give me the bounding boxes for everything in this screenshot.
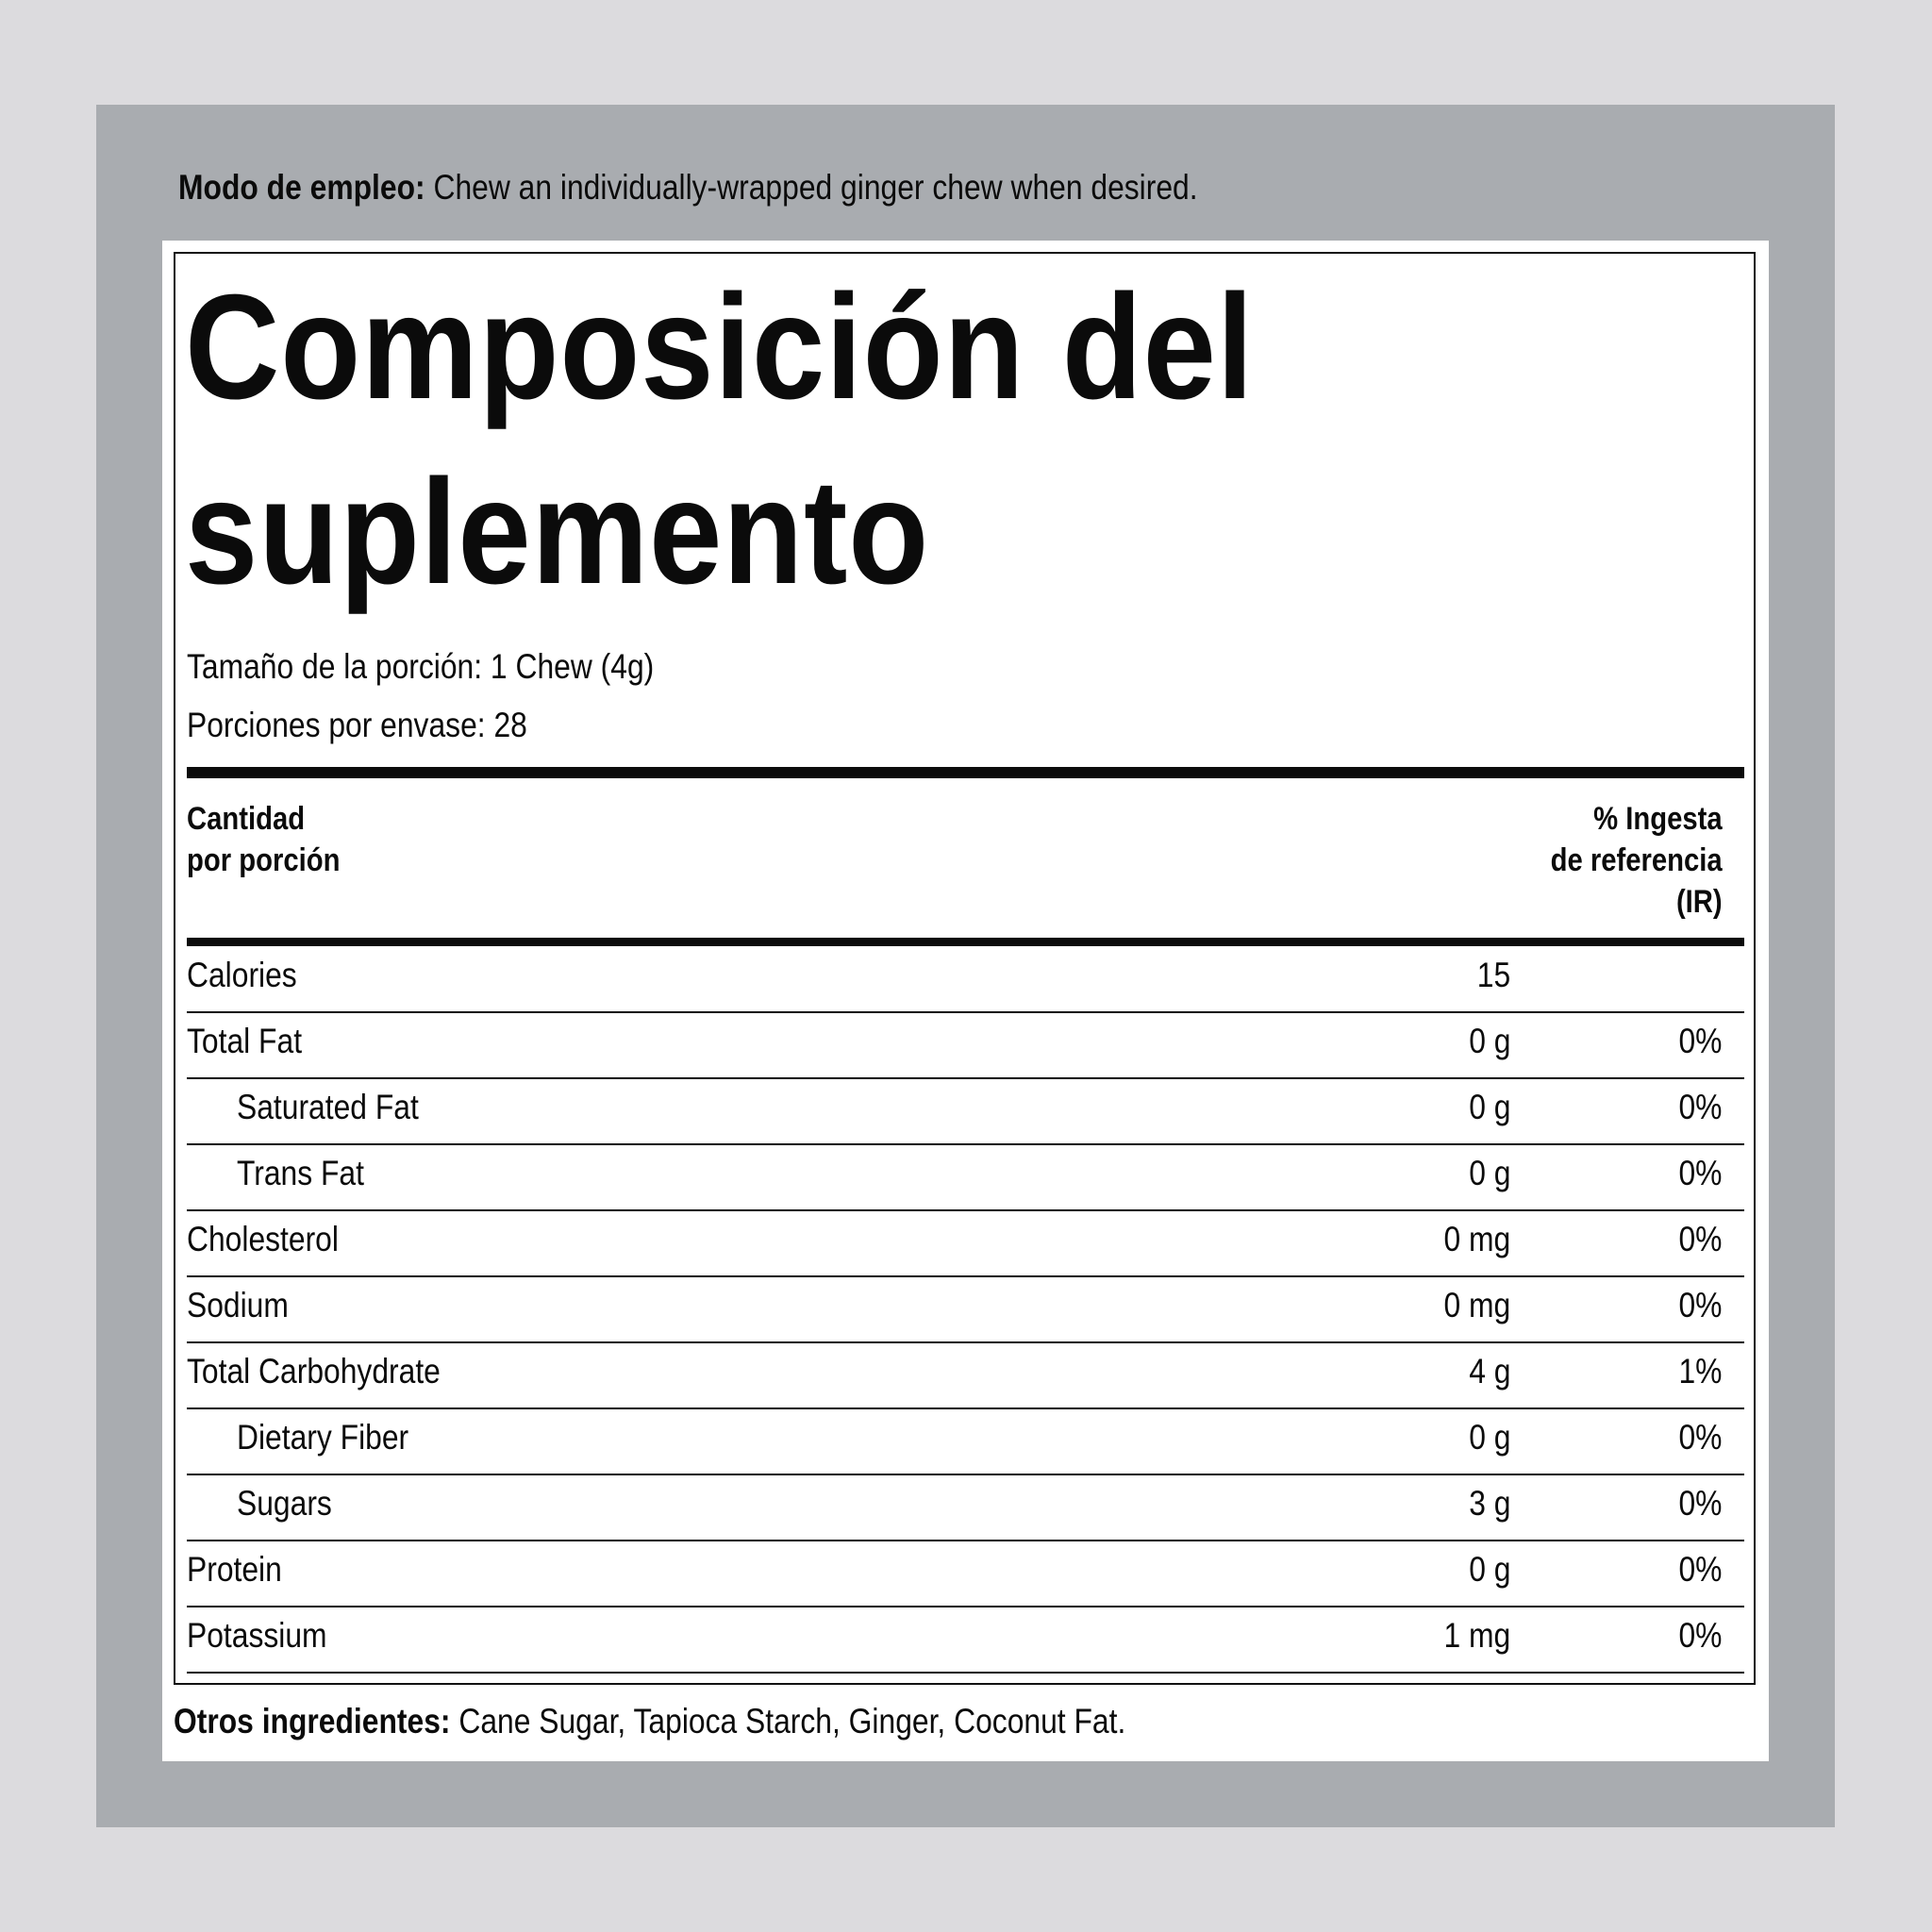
other-ingredients <box>174 1702 1125 1741</box>
header-left-line-2: por porción <box>187 842 341 878</box>
nutrient-percent: 0% <box>1678 1550 1722 1589</box>
nutrient-percent: 0% <box>1678 1220 1722 1258</box>
table-row <box>187 1079 1744 1145</box>
directions <box>178 168 1198 208</box>
table-row <box>187 1607 1744 1674</box>
nutrient-name: Sugars <box>237 1484 332 1523</box>
table-row <box>187 1343 1744 1409</box>
nutrient-name: Total Fat <box>187 1022 303 1060</box>
table-row <box>187 947 1744 1013</box>
table-row <box>187 1211 1744 1277</box>
nutrient-percent: 1% <box>1678 1352 1722 1391</box>
nutrient-table <box>187 947 1744 1674</box>
nutrient-name: Calories <box>187 956 297 994</box>
table-row <box>187 1475 1744 1541</box>
nutrient-amount: 0 g <box>1468 1088 1510 1126</box>
title-line-1: Composición del <box>185 264 1255 430</box>
table-row <box>187 1145 1744 1211</box>
header-right-line-2: de referencia <box>1550 842 1723 878</box>
other-ingredients-label: Otros ingredientes: <box>174 1702 451 1740</box>
nutrient-amount: 0 g <box>1468 1022 1510 1060</box>
nutrient-name: Sodium <box>187 1286 289 1324</box>
other-ingredients-text: Cane Sugar, Tapioca Starch, Ginger, Coconut Fat. <box>450 1702 1126 1740</box>
nutrient-amount: 15 <box>1476 956 1510 994</box>
amount-per-serving-header <box>187 798 340 881</box>
nutrient-percent: 0% <box>1678 1286 1722 1324</box>
title-line-2: suplemento <box>185 449 930 615</box>
nutrient-percent: 0% <box>1678 1418 1722 1457</box>
nutrient-amount: 0 g <box>1468 1154 1510 1192</box>
nutrient-amount: 0 g <box>1468 1550 1510 1589</box>
nutrient-percent: 0% <box>1678 1154 1722 1192</box>
nutrient-name: Cholesterol <box>187 1220 339 1258</box>
table-row <box>187 1013 1744 1079</box>
thick-divider-top <box>187 767 1744 778</box>
thick-divider-header <box>187 938 1744 946</box>
servings-per-container: Porciones por envase: 28 <box>187 706 527 744</box>
nutrient-percent: 0% <box>1678 1022 1722 1060</box>
table-row <box>187 1409 1744 1475</box>
serving-size: Tamaño de la porción: 1 Chew (4g) <box>187 647 655 686</box>
facts-title <box>185 255 1732 625</box>
nutrient-name: Dietary Fiber <box>237 1418 409 1457</box>
nutrient-amount: 0 g <box>1468 1418 1510 1457</box>
nutrient-amount: 3 g <box>1468 1484 1510 1523</box>
nutrient-name: Protein <box>187 1550 282 1589</box>
nutrient-name: Potassium <box>187 1616 327 1655</box>
nutrient-name: Trans Fat <box>237 1154 364 1192</box>
nutrient-amount: 0 mg <box>1443 1220 1510 1258</box>
directions-label: Modo de empleo: <box>178 168 425 207</box>
nutrient-amount: 0 mg <box>1443 1286 1510 1324</box>
nutrient-percent: 0% <box>1678 1088 1722 1126</box>
header-right-line-3: (IR) <box>1676 884 1723 920</box>
nutrient-amount: 1 mg <box>1443 1616 1510 1655</box>
table-row <box>187 1541 1744 1607</box>
table-row <box>187 1277 1744 1343</box>
nutrient-name: Total Carbohydrate <box>187 1352 441 1391</box>
nutrient-percent: 0% <box>1678 1616 1722 1655</box>
nutrient-amount: 4 g <box>1468 1352 1510 1391</box>
reference-intake-header <box>1551 798 1723 923</box>
nutrient-percent: 0% <box>1678 1484 1722 1523</box>
header-left-line-1: Cantidad <box>187 801 306 837</box>
nutrient-name: Saturated Fat <box>237 1088 419 1126</box>
header-right-line-1: % Ingesta <box>1593 801 1723 837</box>
directions-text: Chew an individually-wrapped ginger chew when desired. <box>425 168 1198 207</box>
